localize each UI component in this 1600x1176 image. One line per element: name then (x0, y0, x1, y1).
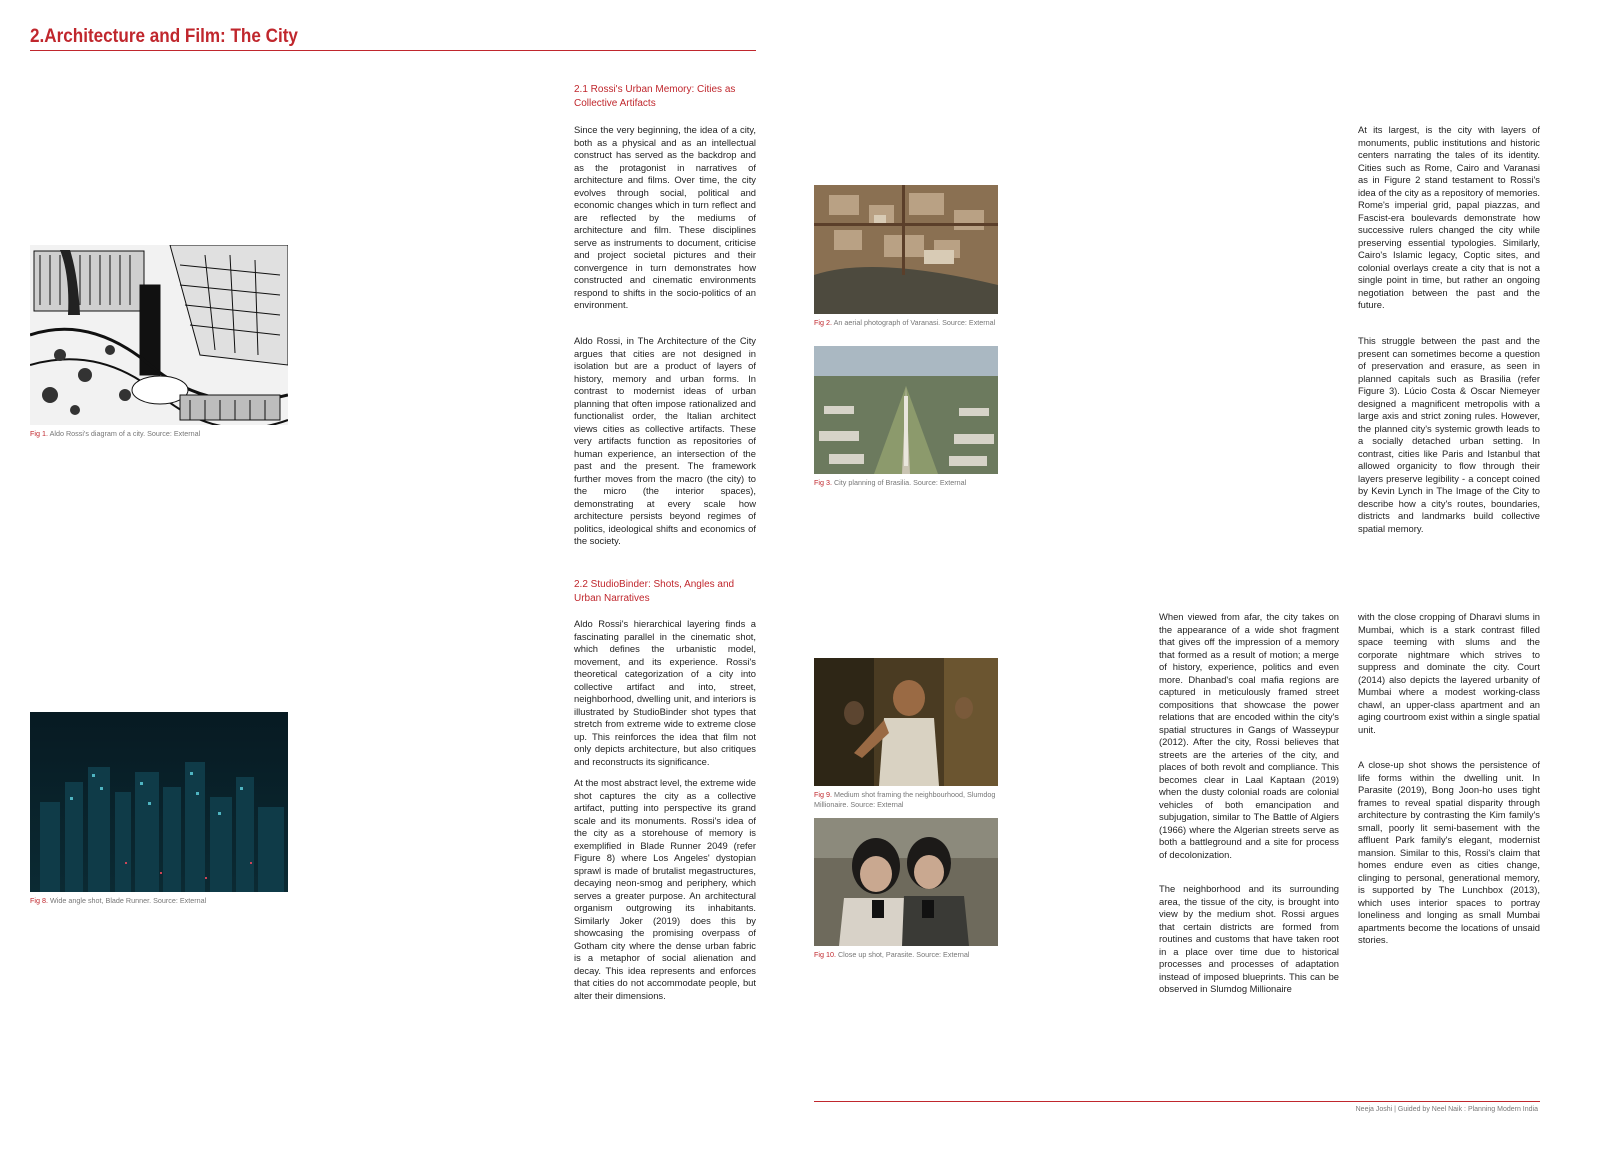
figure-caption-text: Wide angle shot, Blade Runner. Source: External (49, 896, 207, 905)
paragraph: This struggle between the past and the present can sometimes become a question of preservation and erasure, as seen in planned capitals such as Brasilia (refer Figure 3). Lúcio Costa & Oscar Niemeyer designed a magnificent metropolis with a large axis and strict zoning rules. However, the planned city's systemic growth leads to a socially detached urban setting. In contrast, cities like Paris and Istanbul that allowed organicity to flow through their layers preserve legibility - a concept coined by Kevin Lynch in The Image of the City to describe how a city's routes, boundaries, districts and landmarks build collective spatial memory. (1358, 335, 1540, 534)
figure-label: Fig 8. (30, 896, 48, 905)
figure-caption-text: Medium shot framing the neighbourhood, Slumdog Millionaire. Source: External (814, 790, 996, 809)
figure-slumdog (814, 658, 998, 786)
section-heading-2-1: 2.1 Rossi's Urban Memory: Cities as Collective Artifacts (574, 84, 736, 109)
paragraph: When viewed from afar, the city takes on the appearance of a wide shot fragment that gives off the impression of a memory that formed as a result of motion; a merge of history, experience, politics and even more. Dhanbad's coal mafia regions are captured in meticulously framed street compositions that showcase the power relations that are encoded within the city's spatial structures in Gangs of Wasseypur (2012). After the city, Rossi believes that streets are the arteries of the city, and places of both revolt and compliance. This becomes clear in Laal Kaptaan (2019) when the dusty colonial roads are colonial vehicles of both emancipation and subjugation, similar to The Battle of Algiers (1966) where the Algerian streets serve as both a battleground and a site for process of decolonization. (1159, 611, 1339, 860)
figure-label: Fig 2. (814, 318, 832, 327)
paragraph: The neighborhood and its surrounding area, the tissue of the city, is brought into view by the medium shot. Rossi argues that certain districts are formed from routines and customs that have taken root in a place over time due to historical processes and processes of adaptation instead of imposed blueprints. This can be observed in Slumdog Millionaire (1159, 883, 1339, 994)
figure-caption (814, 950, 1000, 960)
paragraph: At its largest, is the city with layers of monuments, public institutions and historic centers narrating the tales of its identity. Cities such as Rome, Cairo and Varanasi as in Figure 2 stand testament to Rossi's idea of the city as a repository of memories. Rome's imperial grid, papal piazzas, and Fascist-era boulevards demonstrate how successive rulers changed the city while preserving essential typologies. Similarly, Cairo's Islamic legacy, Coptic sites, and colonial overlays create a city that is not a single point in time, but rather an ongoing negotiation between the past and the future. (1358, 124, 1540, 310)
paragraph: Aldo Rossi's hierarchical layering finds a fascinating parallel in the cinematic shot, which defines the urbanistic model, movement, and its experience. Rossi's theoretical categorization of a city into collective artifact and into, street, neighborhood, dwelling unit, and interiors is illustrated by StudioBinder shot types that stretch from extreme wide to extreme close up. This reinforces the idea that film not only depicts architecture, but also critiques and reconstructs its significance. (574, 618, 756, 767)
figure-caption (814, 478, 1000, 488)
footer-credit: Neeja Joshi | Guided by Neel Naik : Planning Modern India (1355, 1106, 1538, 1113)
paragraph: Aldo Rossi, in The Architecture of the City argues that cities are not designed in isolation but are a product of layers of history, memory and urban forms. In contrast to modernist ideas of urban planning that often impose rationalized and functionalist order, the Italian architect views cities as collective artifacts. These very artifacts function as repositories of human experience, an intersection of the past and the present. The framework further moves from the macro (the city) to the micro (the interior spaces), demonstrating at every scale how architecture persists beyond regimes of politics, ideological shifts and economics of the society. (574, 335, 756, 546)
figure-caption (30, 429, 290, 439)
figure-blade-runner (30, 712, 288, 892)
page-title: 2.Architecture and Film: The City (30, 26, 298, 47)
figure-label: Fig 9. (814, 790, 832, 799)
figure-varanasi-aerial (814, 185, 998, 314)
figure-caption-text: An aerial photograph of Varanasi. Source: External (833, 318, 996, 327)
figure-caption-text: Aldo Rossi's diagram of a city. Source: External (49, 429, 201, 438)
figure-caption (814, 790, 1000, 810)
paragraph: with the close cropping of Dharavi slums in Mumbai, which is a stark contrast filled space teeming with slums and the corporate nightmare which strives to suppress and dominate the city. Court (2014) also depicts the layered urbanity of Mumbai where a modest working-class chawl, an upper-class apartment and an aging courtroom exist within a single spatial unit. (1358, 611, 1540, 735)
figure-caption (814, 318, 1000, 328)
paragraph: A close-up shot shows the persistence of life forms within the dwelling unit. In Parasite (2019), Bong Joon-ho uses tight frames to reveal spatial disparity through architecture by contrasting the Kim family's small, poorly lit semi-basement with the affluent Park family's elegant, modernist mansion. Similar to this, Rossi's claim that homes endure even as cities change, clinging to personal, generational memory, is supported by The Lunchbox (2013), which uses interior spaces to portray loneliness and longing as small Mumbai apartments become the locations of unsaid stories. (1358, 759, 1540, 945)
figure-caption-text: City planning of Brasilia. Source: External (833, 478, 967, 487)
figure-caption-text: Close up shot, Parasite. Source: External (837, 950, 970, 959)
title-rule (30, 50, 756, 51)
figure-label: Fig 3. (814, 478, 832, 487)
figure-label: Fig 10. (814, 950, 836, 959)
figure-caption (30, 896, 290, 906)
paragraph: Since the very beginning, the idea of a city, both as a physical and as an intellectual construct has served as the backdrop and as the protagonist in narratives of architecture and films. Over time, the city evolves through social, political and economic changes which in turn reflect and are reflected by the mediums of architecture and film. These disciplines serve as instruments to document, criticise and project societal pictures and their convergence in turn demonstrates how constructed and cinematic environments respond to shifts in the socio-politics of an environment. (574, 124, 756, 310)
footer-rule (814, 1101, 1540, 1102)
figure-rossi-diagram (30, 245, 288, 425)
figure-label: Fig 1. (30, 429, 48, 438)
section-heading-2-2: 2.2 StudioBinder: Shots, Angles and Urban Narratives (574, 579, 735, 604)
paragraph: At the most abstract level, the extreme wide shot captures the city as a collective artifact, putting into perspective its grand scale and its monuments. Rossi's idea of the city as a storehouse of memory is exemplified in Blade Runner 2049 (refer Figure 8) where Los Angeles' dystopian sprawl is made of brutalist megastructures, decaying neon-smog and periphery, which serves a greater purpose. An architectural organism outgrowing its inhabitants. Similarly Joker (2019) does this by showcasing the promising overpass of Gotham city where the dense urban fabric is a metaphor of social alienation and decay. This idea represents and enforces that cities do not accommodate people, but alter their dimensions. (574, 777, 756, 1001)
figure-parasite (814, 818, 998, 946)
figure-brasilia (814, 346, 998, 474)
